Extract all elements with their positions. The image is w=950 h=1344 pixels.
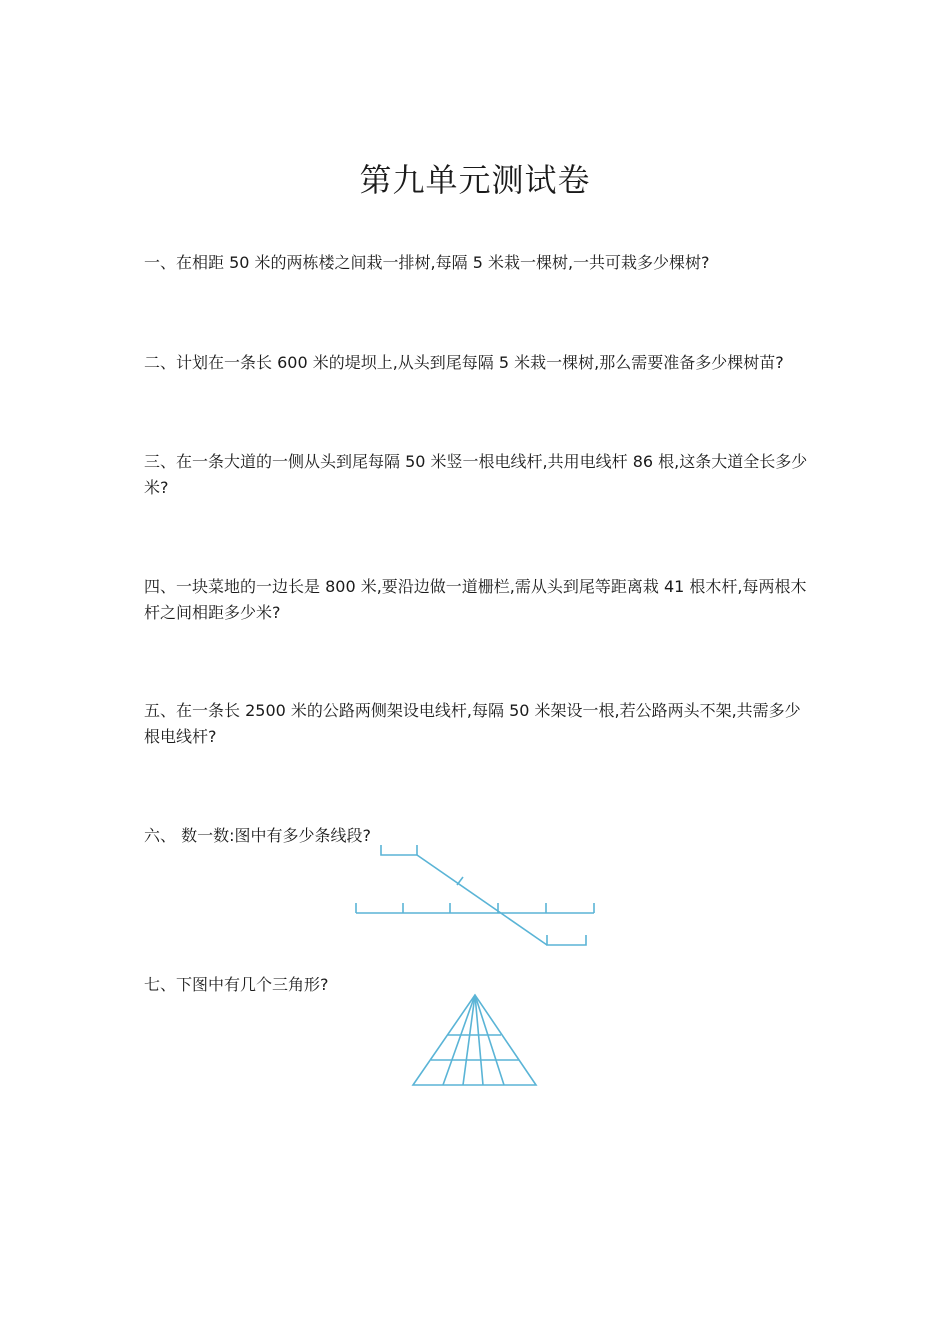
line-segments-figure (350, 840, 600, 950)
question-1: 一、在相距 50 米的两栋楼之间栽一排树,每隔 5 米栽一棵树,一共可栽多少棵树? (144, 253, 710, 272)
diagonal-line (417, 855, 547, 945)
bottom-bracket (547, 935, 586, 945)
question-3: 三、在一条大道的一侧从头到尾每隔 50 米竖一根电线杆,共用电线杆 86 根,这条大道全长多少米? (144, 452, 808, 497)
triangle-figure (410, 992, 540, 1090)
line-segments-diagram (350, 840, 600, 950)
triangle-diagram (410, 992, 540, 1090)
question-5: 五、在一条长 2500 米的公路两侧架设电线杆,每隔 50 米架设一根,若公路两头不架,共需多少根电线杆? (144, 701, 801, 746)
page-title: 第九单元测试卷 (359, 161, 591, 199)
question-6: 六、 数一数:图中有多少条线段? (144, 826, 371, 845)
question-4: 四、一块菜地的一边长是 800 米,要沿边做一道栅栏,需从头到尾等距离栽 41 根木杆,每两根木杆之间相距多少米? (144, 577, 807, 622)
question-7: 七、下图中有几个三角形? (144, 975, 329, 994)
top-bracket (381, 845, 417, 855)
ray-1 (443, 995, 475, 1085)
question-2: 二、计划在一条长 600 米的堤坝上,从头到尾每隔 5 米栽一棵树,那么需要准备多少棵树苗? (144, 353, 784, 372)
outer-triangle (413, 995, 536, 1085)
